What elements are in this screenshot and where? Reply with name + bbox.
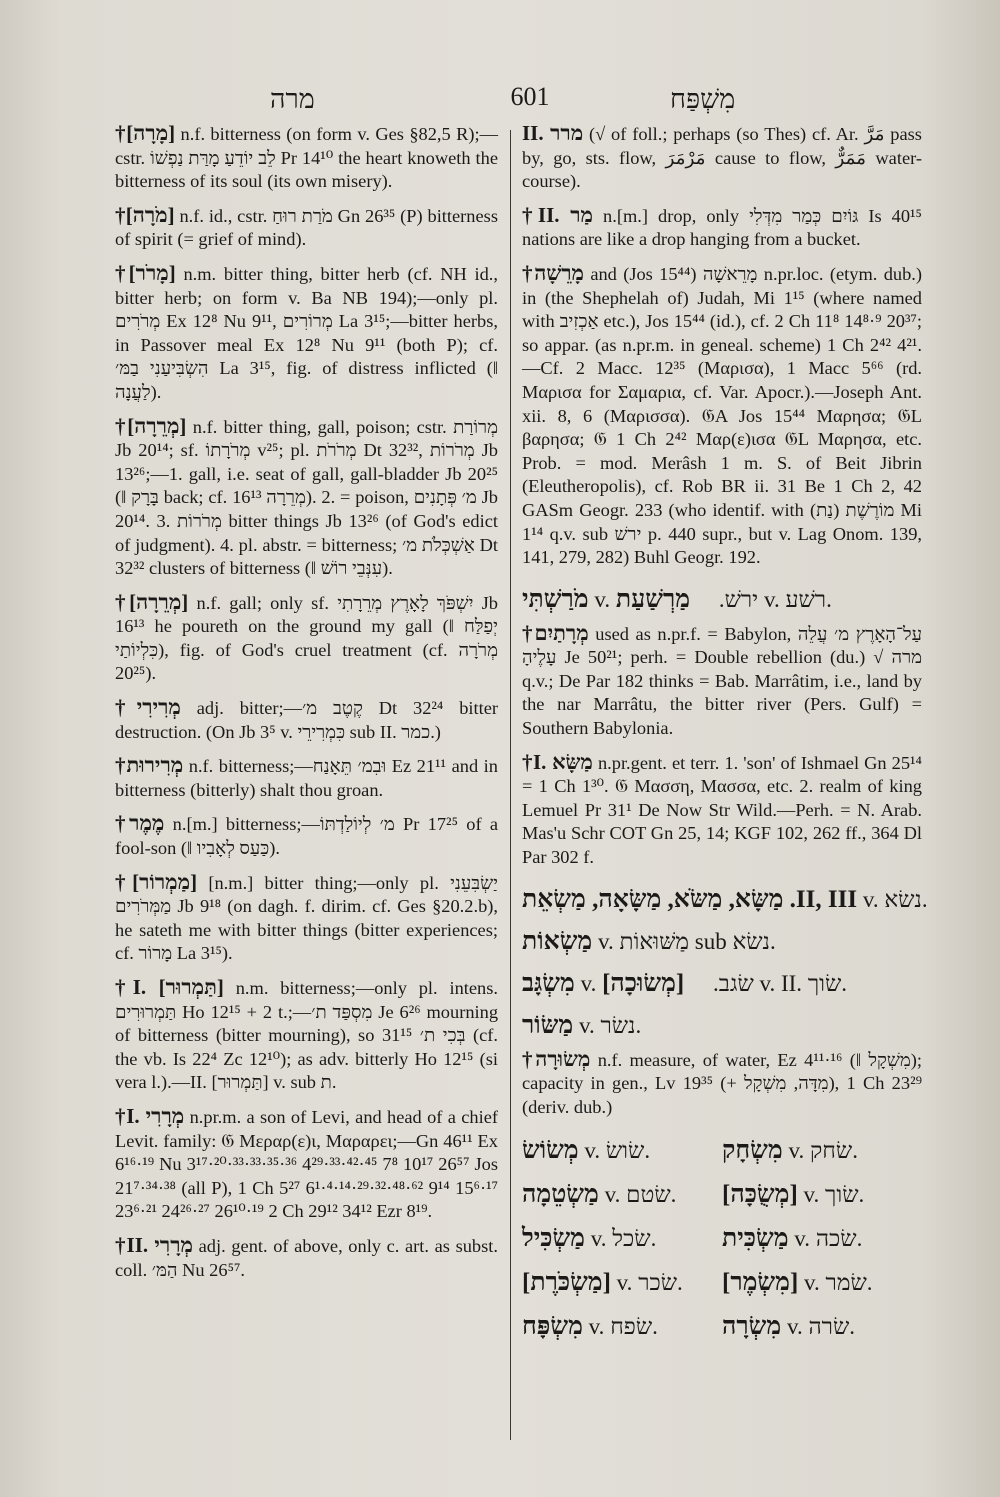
xref-cell xyxy=(722,1305,922,1349)
cross-reference-row xyxy=(522,922,922,962)
headword: †מְרִירִי xyxy=(115,695,181,720)
entry xyxy=(115,812,498,860)
xref-target: v. שׂמר. xyxy=(804,1270,873,1296)
xref-headword: מַרְשַׁעַת xyxy=(615,585,691,613)
right-column xyxy=(522,121,928,1349)
headword: †מְרִירוּת xyxy=(115,753,184,778)
xref-headword: מַשְׂטֵמָה xyxy=(522,1181,599,1209)
xref-cell xyxy=(722,1173,922,1217)
headword: †[מָרֹר] xyxy=(115,260,176,285)
xref-headword: מְשׂוֹשׂ xyxy=(522,1137,579,1165)
xref-target: v. רשׁע. xyxy=(763,586,832,612)
running-head xyxy=(110,82,930,122)
entry xyxy=(522,204,922,252)
xref-headword: מַשְׂאוֹת xyxy=(522,927,593,955)
headword: †[מְרֵרָה] xyxy=(115,413,187,438)
xref-target: v. נשׂא. xyxy=(862,886,928,912)
xref-target: v. שׂושׂ. xyxy=(584,1138,651,1164)
cross-reference-row xyxy=(522,1006,922,1046)
entry xyxy=(115,976,498,1095)
headword: †I. מַשָּׂא xyxy=(522,749,593,774)
running-head-left: מרה xyxy=(270,84,315,114)
entry xyxy=(115,1234,498,1282)
xref-cell xyxy=(522,1173,722,1217)
xref-target: v. נשׂר. xyxy=(578,1012,642,1038)
entry xyxy=(522,751,922,870)
running-head-right: מִשְׁפַּח xyxy=(670,84,736,114)
headword: †I. מְרָרִי xyxy=(115,1103,185,1128)
cross-reference-row xyxy=(522,580,922,620)
entry-text: n.f. bitter thing, gall, poison; cstr. מְרוֹרַת Jb 20¹⁴; sf. מְרֹרָתוֹ v²⁵; pl. מְרֹרֹת Dt 32³², מְרֹרוֹת Jb 13²⁶;—1. gall, i.e. seat of gall, gall-bladder Jb 20²⁵ (‖ בָּרָק back; cf. מְרֵרָה 16¹³). 2. = poison, מ׳ פְּתָנִים Jb 20¹⁴. 3. מְרֹרוֹת bitter things Jb 13²⁶ (of God's edict of judgment). 4. pl. abstr. = bitterness; אַשְׁכְּלֹת מ׳ Dt 32³² clusters of bitterness (‖ עִנְּבֵי רוֹשׁ). xyxy=(115,416,499,579)
entry xyxy=(115,1105,498,1224)
headword: †[מֹרָה] xyxy=(115,202,175,227)
xref-headword: מַשּׂוֹר xyxy=(522,1011,574,1039)
headword: †מְשׂוּרָה xyxy=(522,1046,591,1071)
entry-text: n.[m.] bitterness;—מ׳ לְיוֹלַדְתּוֹ Pr 17²⁵ of a fool-son (‖ כַּעַס לְאָבִיו). xyxy=(115,814,498,859)
headword: †II. מַר xyxy=(522,202,593,227)
xref-target: v. שׂטם. xyxy=(604,1182,677,1208)
entry xyxy=(115,204,498,252)
xref-headword: [מְשֻׂכָּה] xyxy=(722,1181,798,1209)
xref-headword: מִשְׂחָק xyxy=(722,1137,783,1165)
entry-text: adj. bitter;—קֶטֶב מ׳ Dt 32²⁴ bitter destruction. (On Jb 3⁵ v. כִּמְרִירֵי sub II. כמר.) xyxy=(115,698,498,742)
cross-reference-row xyxy=(522,880,928,920)
entry-text: n.m. bitterness;—only pl. intens. תַּמְרוּרִים Ho 12¹⁵ + 2 t.;—מִסְפַּד ת׳ Je 6²⁶ mourning of bitterness (bitter mourning), so בְּכִי ת׳ 31¹⁵ (cf. the vb. Is 22⁴ Zc 12¹⁰); as adv. bitterly Ho 12¹⁵ (si vera l.).—II. [תַּמְרוּר] v. sub ת. xyxy=(115,978,499,1093)
xref-headword: מִשְׂפָּח xyxy=(522,1313,583,1341)
headword: †II. מְרָרִי xyxy=(115,1232,193,1257)
entry-text: n.f. bitterness (on form v. Ges §82,5 R);—cstr. לֵב יוֹדֵעַ מָרַּת נַפְשׁוֹ Pr 14¹⁰ the heart knoweth the bitterness of its soul (its own misery). xyxy=(115,124,498,192)
entry-text: and (Jos 15⁴⁴) מָרֵאשָׁה n.pr.loc. (etym. dub.) in (the Shephelah of) Judah, Mi 1¹⁵ (where named with אַכְזִיב etc.), Jos 15⁴⁴ (id.), cf. 2 Ch 11⁸ 14⁸·⁹ 20³⁷; so appar. (as n.pr.m. in geneal. scheme) 1 Ch 2⁴² 4²¹.—Cf. 2 Macc. 12³⁵ (Μαρισα), 1 Macc 5⁶⁶ (rd. Μαρισα for Σαμαρια, cf. Var. Apocr.).—Joseph Ant. xii. 8, 6 (Μαρισσα). 𝔊A Jos 15⁴⁴ Μαρησα; 𝔊L βαρησα; 𝔊 1 Ch 2⁴² Μαρ(ε)ισα 𝔊L Μαρησα, etc. Prob. = mod. Merâsh 1 m. S. of Beit Jibrin (Eleutheropolis), cf. Rob BR ii. 31 Be 1 Ch 2, 42 GASm Geogr. 233 (who identif. with (נַת) מוֹרֶשֶׁת Mi 1¹⁴ q.v. sub ירשׁ p. 440 supr., but v. Lag Onom. 139, 141, 279, 282) Buhl Geogr. 192. xyxy=(522,263,923,568)
xref-cell xyxy=(522,1129,722,1173)
page-number: 601 xyxy=(510,82,550,111)
entry xyxy=(115,122,498,194)
entry-text: n.pr.gent. et terr. 1. 'son' of Ishmael Gn 25¹⁴ = 1 Ch 1³⁰. 𝔊 Μασση, Μασσα, etc. 2. realm of king Lemuel Pr 31¹ De Now Str Wild.—Perh. = N. Arab. Mas'u Schr COT Gn 25, 14; KGF 102, 262 ff., 364 Dl Par 302 f. xyxy=(522,752,922,868)
xref-cell xyxy=(522,1261,722,1305)
xref-target: v. מַשּׁוּאוֹת sub נשׂא. xyxy=(597,928,776,954)
xref-headword: מִשְׂגָּב xyxy=(522,969,575,997)
entry-text: n.m. bitter thing, bitter herb (cf. NH id., bitter herb; on form v. Ba NB 194);—only pl. מְרֹרִים Ex 12⁸ Nu 9¹¹, מְרוֹרִים La 3¹⁵;—bitter herbs, in Passover meal Ex 12⁸ Nu 9¹¹ (both P); cf. הִשְׂבִּיעַנִי בַמּ׳ La 3¹⁵, fig. of distress inflicted (‖ לַעֲנָה). xyxy=(115,263,498,402)
entry xyxy=(522,622,922,741)
xref-headword: מִשְׂרָה xyxy=(722,1313,782,1341)
entry-text: adj. gent. of above, only c. art. as subst. coll. הַמּ׳ Nu 26⁵⁷. xyxy=(115,1235,498,1280)
entry-text: n.f. measure, of water, Ez 4¹¹·¹⁶ (‖ מִשְׁקָל); capacity in gen., Lv 19³⁵ (+ מִדָּה, מִשְׁקָל), 1 Ch 23²⁹ (deriv. dub.) xyxy=(522,1049,923,1117)
xref-headword: [מִשְׂמֶר] xyxy=(722,1269,799,1297)
cross-reference-grid xyxy=(522,1129,922,1349)
headword: †[מַמְרוֹר] xyxy=(115,869,198,894)
headword: †מְרָתַיִם xyxy=(522,620,589,645)
entry-text: [n.m.] bitter thing;—only pl. יַשְׂבִּעֵנִי מַמְּרֹרִים Jb 9¹⁸ (on dagh. f. dirim. cf. Ges §20.2.b), he sateth me with bitter things (bitter experiences; cf. מָרוֹר La 3¹⁵). xyxy=(115,872,498,964)
xref-headword: II, III. מַשָּׂא, מַשֹּׂא, מַשָּׂאָה, מַשְׂאֵת xyxy=(522,885,858,913)
xref-cell xyxy=(522,1217,722,1261)
xref-target: v. שׂחק. xyxy=(788,1138,858,1164)
entry-text: n.pr.m. a son of Levi, and head of a chief Levit. family: 𝔊 Μεραρ(ε)ι, Μαραρει;—Gn 46¹¹ Ex 6¹⁶·¹⁹ Nu 3¹⁷·²⁰·³³·³³·³⁵·³⁶ 4²⁹·³³·⁴²·⁴⁵ 7⁸ 10¹⁷ 26⁵⁷ Jos 21⁷·³⁴·³⁸ (all P), 1 Ch 5²⁷ 6¹·⁴·¹⁴·²⁹·³²·⁴⁸·⁶² 9¹⁴ 15⁶·¹⁷ 23⁶·²¹ 24²⁶·²⁷ 26¹⁰·¹⁹ 2 Ch 29¹² 34¹² Ezr 8¹⁹. xyxy=(115,1106,498,1222)
entry xyxy=(522,1048,922,1120)
headword: II. מרר xyxy=(522,121,584,145)
entry-text: used as n.pr.f. = Babylon, עַל־הָאָרֶץ מ׳ עֲלֵה עָלֶיהָ Je 50²¹; perh. = Double rebellion (du.) √ מרה q.v.; De Par 182 thinks = Bab. Marrâtim, i.e., land by the nar Marrâtu, the bitter river (Pers. Gulf) = Southern Babylonia. xyxy=(522,623,923,739)
entry xyxy=(115,262,498,405)
xref-target: v. שׂכה. xyxy=(794,1226,863,1252)
entry xyxy=(115,415,498,581)
entry xyxy=(522,122,922,194)
xref-target: v. שׂוך. xyxy=(803,1182,865,1208)
entry-text: n.f. gall; only sf. יִשְׁפֹּךְ לָאָרֶץ מְרֵרָתִי Jb 16¹³ he poureth on the ground my gall (‖ יְפַלַּח כִּלְיוֹתַי), fig. of God's cruel treatment (cf. מְרֹרָה 20²⁵). xyxy=(115,592,498,684)
entry xyxy=(115,871,498,966)
xref-target: v. שׂרה. xyxy=(786,1314,856,1340)
xref-headword: מַשְׂכִּיל xyxy=(522,1225,585,1253)
entry-text: n.f. id., cstr. מֹרַת רוּחַ Gn 26³⁵ (P) bitterness of spirit (= grief of mind). xyxy=(115,205,498,250)
entry xyxy=(115,591,498,686)
headword: †[מָרָה] xyxy=(115,121,176,145)
cross-reference-row xyxy=(522,964,922,1004)
xref-headword: מַשְׂכִּית xyxy=(722,1225,789,1253)
xref-target: v. שׂכר. xyxy=(616,1270,683,1296)
entry-text: (√ of foll.; perhaps (so Thes) cf. Ar. مَرَّ pass by, go, sts. flow, مَرْمَرَ cause to flow, مَمَرٌّ water-course). xyxy=(522,124,922,192)
left-column xyxy=(115,122,498,1292)
xref-target: v. שׂכל. xyxy=(590,1226,657,1252)
headword: †[מְרֵרָה] xyxy=(115,589,189,614)
entry xyxy=(522,262,922,570)
entry xyxy=(115,696,498,744)
xref-headword: [מַשְׂכֹּרֶת] xyxy=(522,1269,611,1297)
xref-cell xyxy=(722,1217,922,1261)
headword: †מֶמֶר xyxy=(115,811,165,836)
entry-text: n.f. bitterness;—וּבִמ׳ תֵּאָנַח Ez 21¹¹ and in bitterness (bitterly) shalt thou groan. xyxy=(115,756,498,800)
xref-headword: [מְשׂוּכָה] xyxy=(602,969,685,997)
entry-text: n.[m.] drop, only גּוֹיִם כְּמַר מִדְּלִי Is 40¹⁵ nations are like a drop hanging from a bucket. xyxy=(522,205,922,250)
headword: †מָרֵשָׁה xyxy=(522,260,584,285)
xref-cell xyxy=(522,1305,722,1349)
headword: †I. [תַּמְרוּר] xyxy=(115,975,224,999)
xref-cell xyxy=(722,1129,922,1173)
xref-target: v. II. שׂוך. xyxy=(759,970,848,996)
column-divider xyxy=(510,130,511,1440)
xref-target: v. שׂפח. xyxy=(588,1314,658,1340)
xref-cell xyxy=(722,1261,922,1305)
xref-target: v. שׂגב. xyxy=(580,970,754,996)
xref-target: v. ירשׁ. xyxy=(594,586,759,612)
xref-headword: מֹרַשְׁתִּי xyxy=(522,585,589,613)
entry xyxy=(115,754,498,802)
